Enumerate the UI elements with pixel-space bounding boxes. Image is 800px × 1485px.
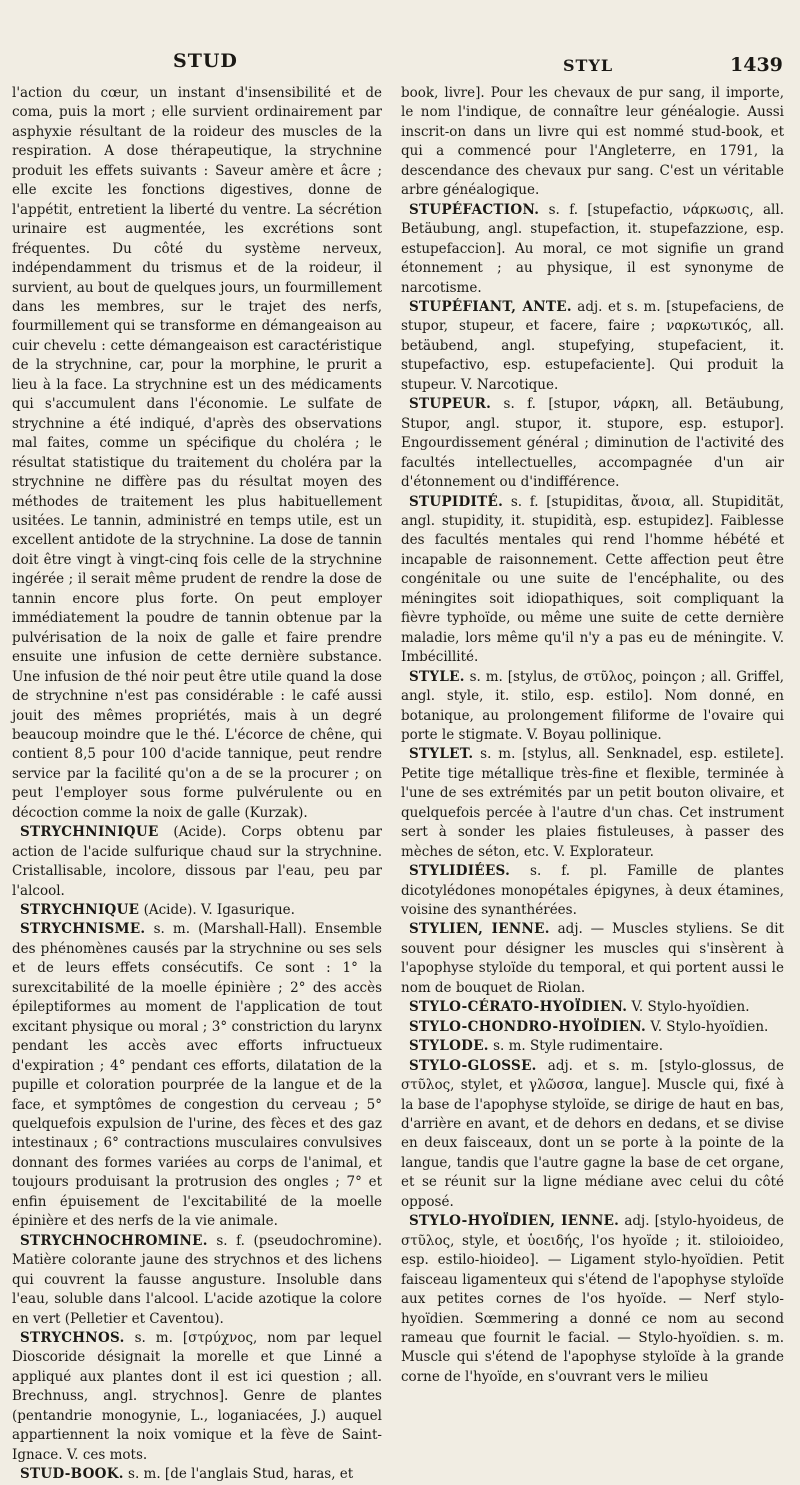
- entry-definition: s. f. (pseudochromine). Matière colorante jaune des strychnos et des lichens qui couvrent la fausse angusture. Insoluble dans l'eau, soluble dans l'alcool. L'acide azotique la colore en vert (Pelletier et Caventou).: [12, 1232, 382, 1327]
- entry-definition: adj. et s. m. [stylo-glossus, de στῦλος, stylet, et γλῶσσα, langue]. Muscle qui, fixé à la base de l'apophyse styloïde, se dirige de haut en bas, d'arrière en avant, et de dehors en dedans, et se divise en deux faisceaux, dont un se porte à la pointe de la langue, tandis que l'autre gagne la base de cet organe, et se réunit sur la ligne médiane avec celui du côté opposé.: [401, 1057, 784, 1210]
- dictionary-entry: [401, 998, 784, 1017]
- entry-definition: s. m. [stylus, de στῦλος, poinçon ; all. Griffel, angl. style, it. stilo, esp. estilo]. Nom donné, en botanique, au prolongement filiforme de l'ovaire qui porte le stigmate. V. Boyau pollinique.: [401, 668, 784, 743]
- entry-headword: STRYCHNOCHROMINE.: [20, 1232, 208, 1249]
- entry-headword: STYLO-HYOÏDIEN, IENNE.: [409, 1213, 620, 1230]
- entry-definition: adj. et s. m. [stupefaciens, de stupor, stupeur, et facere, faire ; ναρκωτικός, all. betäubend, angl. stupefying, stupefacient, it. stupefactivo, esp. estupefaciente]. Qui produit la stupeur. V. Narcotique.: [401, 298, 784, 393]
- entry-headword: STUPIDITÉ.: [409, 493, 504, 510]
- dictionary-entry: [401, 668, 784, 746]
- dictionary-entry: [401, 1212, 784, 1387]
- entry-headword: STYLIDIÉES.: [409, 863, 511, 880]
- entry-headword: STUPEUR.: [409, 396, 492, 413]
- entry-definition: s. m. Style rudimentaire.: [488, 1038, 663, 1055]
- dictionary-entry: [12, 1329, 382, 1465]
- entry-definition: s. m. [stylus, all. Senknadel, esp. estilete]. Petite tige métallique très-fine et flexible, terminée à l'une de ses extrémités par un petit bouton olivaire, et quelquefois percée à l'autre d'un chas. Cet instrument sert à sonder les plaies fistuleuses, à passer des mèches de séton, etc. V. Explorateur.: [401, 746, 784, 860]
- entry-headword: STYLO-CHONDRO-HYOÏDIEN.: [409, 1018, 647, 1035]
- dictionary-entry: [401, 1037, 784, 1056]
- dictionary-entry: [12, 901, 382, 920]
- page-header: [18, 50, 782, 84]
- entry-definition: s. m. [στρύχνος, nom par lequel Dioscoride désignait la morelle et que Linné a appliqué aux plantes dont il est ici question ; all. Brechnuss, angl. strychnos]. Genre de plantes (pentandrie monogynie, L., loganiacées, J.) auquel appartiennent la noix vomique et la fève de Saint-Ignace. V. ces mots.: [12, 1330, 382, 1463]
- entry-definition: s. f. [stupefactio, νάρκωσις, all. Betäubung, angl. stupefaction, it. stupefazzione, esp. estupefaccion]. Au moral, ce mot signifie un grand étonnement ; au physique, il est synonyme de narcotisme.: [401, 201, 784, 296]
- entry-headword: STRYCHNISME.: [20, 921, 146, 938]
- dictionary-entry: [401, 920, 784, 998]
- dictionary-entry: [12, 1465, 382, 1484]
- entry-headword: STYLODE.: [409, 1038, 489, 1055]
- continued-text: book, livre]. Pour les chevaux de pur sang, il importe, le nom l'indique, de connaître leur généalogie. Aussi inscrit-on dans un livre qui est nommé stud-book, et qui a commencé pour l'Angleterre, en 1791, la descendance des chevaux pur sang. C'est un véritable arbre généalogique.: [401, 85, 784, 199]
- dictionary-entry: [401, 298, 784, 395]
- entry-definition: s. m. (Marshall-Hall). Ensemble des phénomènes causés par la strychnine ou ses sels et de leurs effets consécutifs. Ce sont : 1° la surexcitabilité de la moelle épinière ; 2° des accès épileptiformes au moment de l'application de tout excitant physique ou moral ; 3° constriction du larynx pendant les accès avec efforts infructueux d'expiration ; 4° pendant ces efforts, dilatation de la pupille et coloration pourprée de la langue et de la face, et symptômes de congestion du cerveau ; 5° quelquefois expulsion de l'urine, des fèces et des gaz intestinaux ; 6° contractions musculaires convulsives donnant des formes variées au corps de l'animal, et toujours produisant la protrusion des ongles ; 7° et enfin épuisement de l'excitabilité de la moelle épinière et des nerfs de la vie animale.: [12, 921, 382, 1230]
- dictionary-entry: [401, 1018, 784, 1037]
- dictionary-entry: [401, 395, 784, 492]
- entry-definition: (Acide). V. Igasurique.: [139, 902, 295, 919]
- running-head-left: STUD: [173, 50, 238, 72]
- entry-definition: s. f. pl. Famille de plantes dicotylédones monopétales épigynes, à deux étamines, voisine des synanthérées.: [401, 863, 784, 919]
- entry-headword: STRYCHNIQUE: [20, 902, 140, 919]
- left-column: [12, 84, 382, 1485]
- entry-headword: STUPÉFACTION.: [409, 201, 540, 218]
- entry-headword: STYLET.: [409, 746, 474, 763]
- entry-definition: V. Stylo-hyoïdien.: [627, 999, 750, 1016]
- entry-headword: STRYCHNOS.: [20, 1330, 125, 1346]
- entry-headword: STUPÉFIANT, ANTE.: [409, 298, 572, 315]
- entry-definition: V. Stylo-hyoïdien.: [646, 1018, 769, 1035]
- entry-headword: STUD-BOOK.: [20, 1466, 124, 1483]
- entry-headword: STYLIEN, IENNE.: [409, 921, 550, 938]
- entry-definition: (Acide). Corps obtenu par action de l'acide sulfurique chaud sur la strychnine. Cristallisable, incolore, dissous par l'eau, peu par l'alcool.: [12, 824, 382, 899]
- dictionary-entry: [401, 1057, 784, 1213]
- entry-headword: STYLE.: [409, 668, 465, 685]
- dictionary-entry: [401, 201, 784, 298]
- entry-headword: STRYCHNINIQUE: [20, 824, 159, 841]
- entry-headword: STYLO-GLOSSE.: [409, 1057, 537, 1074]
- entry-definition: adj. — Muscles styliens. Se dit souvent pour désigner les muscles qui s'insèrent à l'apophyse styloïde du temporal, et qui portent aussi le nom de bouquet de Riolan.: [401, 921, 785, 996]
- page-number: 1439: [730, 54, 783, 76]
- dictionary-entry: [12, 823, 382, 901]
- entry-definition: s. m. [de l'anglais Stud, haras, et: [123, 1466, 354, 1483]
- continued-text: l'action du cœur, un instant d'insensibilité et de coma, puis la mort ; elle survient ordinairement par asphyxie résultant de la roideur des muscles de la respiration. A dose thérapeutique, la strychnine produit les effets suivants : Saveur amère et âcre ; elle excite les fonctions digestives, donne de l'appétit, entretient la liberté du ventre. La sécrétion urinaire est augmentée, les excrétions sont fréquentes. Du côté du système nerveux, indépendamment du trismus et de la roideur, il survient, au bout de quelques jours, un fourmillement dans les membres, sur le trajet des nerfs, fourmillement qui se transforme en démangeaison au cuir chevelu : cette démangeaison est caractéristique de la strychnine, car, pour la morphine, le prurit a lieu à la face. La strychnine est un des médicaments qui s'accumulent dans l'économie. Le sulfate de strychnine a été indiqué, d'après des observations mal faites, comme un spécifique du choléra ; le résultat statistique du traitement du choléra par la strychnine ne diffère pas du résultat moyen des méthodes de traitement les plus habituellement usitées. Le tannin, administré en temps utile, est un excellent antidote de la strychnine. La dose de tannin doit être vingt à vingt-cinq fois celle de la strychnine ingérée ; il serait même prudent de rendre la dose de tannin encore plus forte. On peut employer immédiatement la poudre de tannin obtenue par la pulvérisation de la noix de galle et faire prendre ensuite une infusion de cette dernière substance. Une infusion de thé noir peut être utile quand la dose de strychnine n'est pas considérable : le café aussi jouit des mêmes propriétés, mais à un degré beaucoup moindre que le thé. L'écorce de chêne, qui contient 8,5 pour 100 d'acide tannique, peut rendre service par la facilité qu'on a de se la procurer ; on peut l'employer sous forme pulvérulente ou en décoction comme la noix de galle (Kurzak).: [12, 85, 382, 821]
- dictionary-entry: [401, 862, 784, 920]
- entry-definition: s. f. [stupiditas, ἄνοια, all. Stupidität, angl. stupidity, it. stupidità, esp. estupidez]. Faiblesse des facultés mentales qui rend l'homme hébété et incapable de raisonnement. Cette affection peut être congénitale ou une suite de l'encéphalite, ou des méningites soit idiopathiques, soit compliquant la fièvre typhoïde, ou même une suite de cette dernière maladie, lors même qu'il n'y a pas eu de méningite. V. Imbécillité.: [401, 493, 784, 666]
- dictionary-entry: [12, 920, 382, 1231]
- entry-headword: STYLO-CÉRATO-HYOÏDIEN.: [409, 999, 628, 1016]
- entry-definition: s. f. [stupor, νάρκη, all. Betäubung, Stupor, angl. stupor, it. stupore, esp. estupor]. Engourdissement général ; diminution de l'activité des facultés intellectuelles, accompagnée d'un air d'étonnement ou d'indifférence.: [401, 396, 784, 491]
- right-column: [401, 84, 784, 1387]
- dictionary-entry: [401, 493, 784, 668]
- entry-definition: adj. [stylo-hyoideus, de στῦλος, style, et ὑοειδής, l'os hyoïde ; it. stiloioideo, esp. estilo-hioideo]. — Ligament stylo-hyoïdien. Petit faisceau ligamenteux qui s'étend de l'apophyse styloïde aux petites cornes de l'os hyoïde. — Nerf stylo-hyoïdien. Sœmmering a donné ce nom au second rameau que fournit le facial. — Stylo-hyoïdien. s. m. Muscle qui s'étend de l'apophyse styloïde à la grande corne de l'hyoïde, en s'ouvrant vers le milieu: [401, 1213, 784, 1385]
- dictionary-entry: [12, 1232, 382, 1329]
- running-head-right: STYL: [563, 56, 614, 75]
- dictionary-entry: [401, 745, 784, 862]
